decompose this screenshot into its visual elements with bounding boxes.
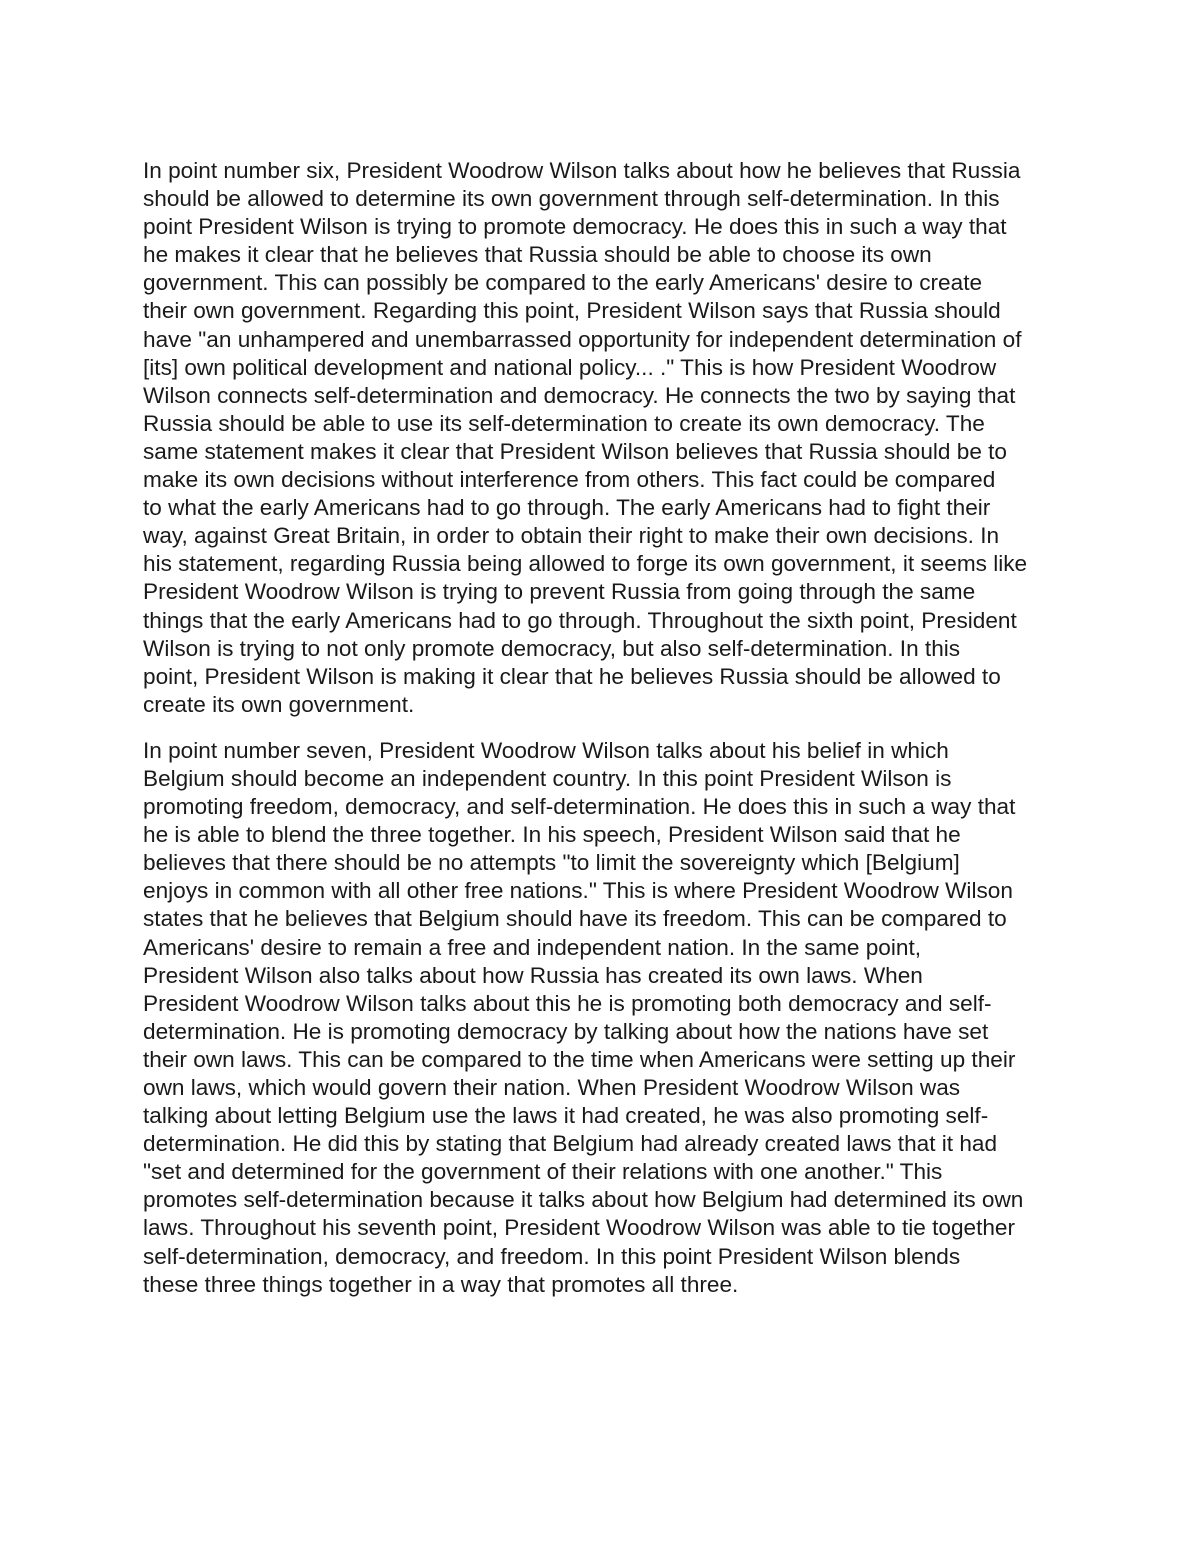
text-line: President Woodrow Wilson talks about this he is promoting both democracy and self- — [143, 990, 992, 1016]
text-line: promoting freedom, democracy, and self-determination. He does this in such a way that — [143, 794, 1016, 820]
text-line: create its own government. — [143, 691, 415, 717]
paragraph-1 — [143, 157, 1063, 719]
text-line: make its own decisions without interference from others. This fact could be compared — [143, 467, 996, 493]
text-line: his statement, regarding Russia being allowed to forge its own government, it seems like — [143, 551, 1028, 577]
text-line: their own government. Regarding this point, President Wilson says that Russia should — [143, 298, 1001, 324]
text-line: In point number six, President Woodrow Wilson talks about how he believes that Russia — [143, 158, 1021, 183]
text-line: to what the early Americans had to go through. The early Americans had to fight their — [143, 495, 991, 521]
text-line: government. This can possibly be compared to the early Americans' desire to create — [143, 270, 983, 296]
document-body — [143, 157, 1063, 1317]
text-line: believes that there should be no attempts "to limit the sovereignty which [Belgium] — [143, 850, 960, 876]
text-line: [its] own political development and national policy... ." This is how President Woodrow — [143, 354, 997, 380]
text-line: "set and determined for the government of their relations with one another." This — [143, 1159, 943, 1185]
text-line: states that he believes that Belgium should have its freedom. This can be compared to — [143, 906, 1007, 932]
text-line: things that the early Americans had to go through. Throughout the sixth point, President — [143, 607, 1017, 633]
text-line: have "an unhampered and unembarrassed opportunity for independent determination of — [143, 326, 1022, 352]
text-line: own laws, which would govern their nation. When President Woodrow Wilson was — [143, 1075, 961, 1100]
text-line: their own laws. This can be compared to the time when Americans were setting up their — [143, 1046, 1016, 1072]
paragraph-2 — [143, 737, 1063, 1299]
text-line: these three things together in a way that promotes all three. — [143, 1271, 739, 1297]
text-line: determination. He did this by stating that Belgium had already created laws that it had — [143, 1131, 998, 1157]
text-line: promotes self-determination because it talks about how Belgium had determined its own — [143, 1187, 1024, 1213]
text-line: determination. He is promoting democracy by talking about how the nations have set — [143, 1018, 989, 1044]
text-line: President Woodrow Wilson is trying to prevent Russia from going through the same — [143, 579, 976, 605]
text-line: he makes it clear that he believes that Russia should be able to choose its own — [143, 242, 932, 268]
text-line: talking about letting Belgium use the laws it had created, he was also promoting self- — [143, 1103, 989, 1129]
text-line: way, against Great Britain, in order to obtain their right to make their own decisions. In — [143, 523, 1000, 549]
text-line: In point number seven, President Woodrow Wilson talks about his belief in which — [143, 737, 949, 763]
text-line: point, President Wilson is making it clear that he believes Russia should be allowed to — [143, 663, 1001, 689]
text-line: laws. Throughout his seventh point, President Woodrow Wilson was able to tie together — [143, 1215, 1016, 1241]
text-line: same statement makes it clear that President Wilson believes that Russia should be to — [143, 438, 1008, 464]
text-line: he is able to blend the three together. In his speech, President Wilson said that he — [143, 822, 961, 848]
text-line: Russia should be able to use its self-determination to create its own democracy. The — [143, 410, 985, 436]
text-line: self-determination, democracy, and freedom. In this point President Wilson blends — [143, 1243, 961, 1269]
text-line: point President Wilson is trying to promote democracy. He does this in such a way that — [143, 214, 1007, 240]
text-line: enjoys in common with all other free nations." This is where President Woodrow Wilson — [143, 878, 1013, 904]
text-line: President Wilson also talks about how Russia has created its own laws. When — [143, 962, 923, 988]
text-line: should be allowed to determine its own government through self-determination. In this — [143, 186, 1000, 212]
text-line: Wilson is trying to not only promote democracy, but also self-determination. In this — [143, 635, 961, 661]
text-line: Belgium should become an independent country. In this point President Wilson is — [143, 765, 952, 791]
text-line: Americans' desire to remain a free and independent nation. In the same point, — [143, 934, 921, 960]
text-line: Wilson connects self-determination and democracy. He connects the two by saying that — [143, 382, 1016, 408]
